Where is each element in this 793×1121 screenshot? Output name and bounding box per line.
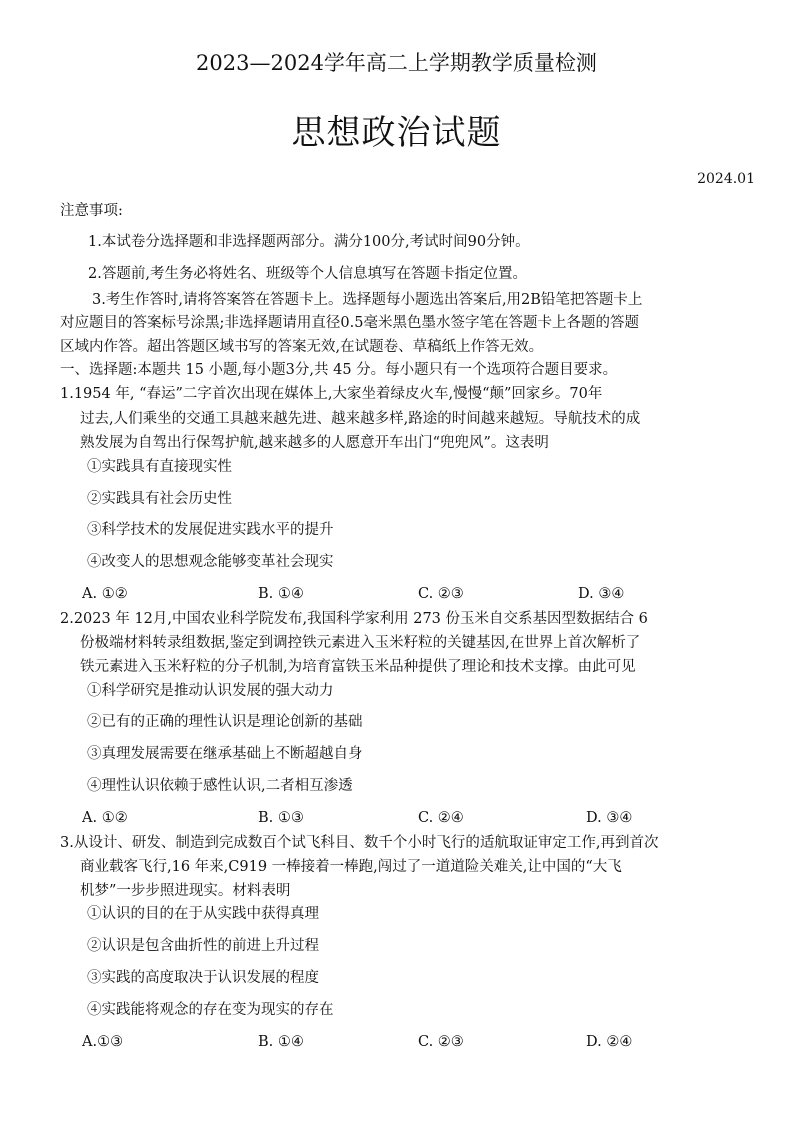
question-1-option-d: D. ③④ (578, 586, 625, 602)
question-1-statement-4: ④改变人的思想观念能够变革社会现实 (87, 554, 334, 570)
question-2-option-b: B. ①③ (258, 810, 304, 826)
question-1-statement-1: ①实践具有直接现实性 (87, 459, 232, 475)
question-2-statement-3: ③真理发展需要在继承基础上不断超越自身 (87, 746, 363, 762)
notice-item-3-cont-2: 区域内作答。超出答题区域书写的答案无效,在试题卷、草稿纸上作答无效。 (60, 339, 544, 355)
question-2-statement-2: ②已有的正确的理性认识是理论创新的基础 (87, 714, 363, 730)
question-1-line-1: 1.1954 年, “春运”二字首次出现在媒体上,大家坐着绿皮火车,慢慢“颠”回家乡。70年 (60, 386, 603, 402)
question-3-line-2: 商业载客飞行,16 年来,C919 一棒接着一棒跑,闯过了一道道险关难关,让中国的“大飞 (80, 859, 622, 875)
question-3-line-1: 3.从设计、研发、制造到完成数百个试飞科目、数千个小时飞行的适航取证审定工作,再到首次 (60, 835, 659, 851)
question-1-line-2: 过去,人们乘坐的交通工具越来越先进、越来越多样,路途的时间越来越短。导航技术的成 (80, 411, 641, 427)
question-1-statement-3: ③科学技术的发展促进实践水平的提升 (87, 522, 334, 538)
notice-item-3: 3.考生作答时,请将答案答在答题卡上。选择题每小题选出答案后,用2B铅笔把答题卡上 (92, 292, 643, 308)
question-3-option-d: D. ②④ (586, 1034, 633, 1050)
notice-item-2: 2.答题前,考生务必将姓名、班级等个人信息填写在答题卡指定位置。 (88, 266, 527, 282)
question-1-option-b: B. ①④ (258, 586, 304, 602)
notice-item-1: 1.本试卷分选择题和非选择题两部分。满分100分,考试时间90分钟。 (88, 234, 530, 250)
question-1-line-3: 熟发展为自驾出行保驾护航,越来越多的人愿意开车出门“兜兜风”。这表明 (80, 435, 549, 451)
question-3-statement-2: ②认识是包含曲折性的前进上升过程 (87, 938, 319, 954)
exam-date: 2024.01 (697, 171, 755, 187)
notice-heading: 注意事项: (60, 203, 123, 219)
question-2-line-2: 份极端材料转录组数据,鉴定到调控铁元素进入玉米籽粒的关键基因,在世界上首次解析了 (80, 635, 641, 651)
question-3-option-a: A.①③ (82, 1034, 124, 1050)
question-2-option-a: A. ①② (82, 810, 128, 826)
question-2-statement-4: ④理性认识依赖于感性认识,二者相互渗透 (87, 778, 353, 794)
question-2-line-1: 2.2023 年 12月,中国农业科学院发布,我国科学家利用 273 份玉米自交系基因型数据结合 6 (60, 611, 648, 627)
notice-item-3-cont-1: 对应题目的答案标号涂黑;非选择题请用直径0.5毫米黑色墨水签字笔在答题卡上各题的答题 (60, 315, 639, 331)
question-3-statement-4: ④实践能将观念的存在变为现实的存在 (87, 1002, 334, 1018)
question-3-statement-1: ①认识的目的在于从实践中获得真理 (87, 906, 319, 922)
question-1-statement-2: ②实践具有社会历史性 (87, 491, 232, 507)
question-2-option-c: C. ②④ (418, 810, 464, 826)
question-3-line-3: 机梦”一步步照进现实。材料表明 (80, 883, 291, 899)
question-3-option-c: C. ②③ (418, 1034, 464, 1050)
question-2-line-3: 铁元素进入玉米籽粒的分子机制,为培育富铁玉米品种提供了理论和技术支撑。由此可见 (80, 659, 636, 675)
question-3-statement-3: ③实践的高度取决于认识发展的程度 (87, 970, 319, 986)
question-1-option-c: C. ②③ (418, 586, 464, 602)
question-1-option-a: A. ①② (82, 586, 128, 602)
exam-title: 2023—2024学年高二上学期教学质量检测 (196, 51, 597, 75)
question-2-statement-1: ①科学研究是推动认识发展的强大动力 (87, 683, 334, 699)
subject-title: 思想政治试题 (291, 113, 502, 153)
section-heading: 一、选择题:本题共 15 小题,每小题3分,共 45 分。每小题只有一个选项符合题目要求。 (60, 362, 618, 378)
question-3-option-b: B. ①④ (258, 1034, 304, 1050)
question-2-option-d: D. ③④ (586, 810, 633, 826)
